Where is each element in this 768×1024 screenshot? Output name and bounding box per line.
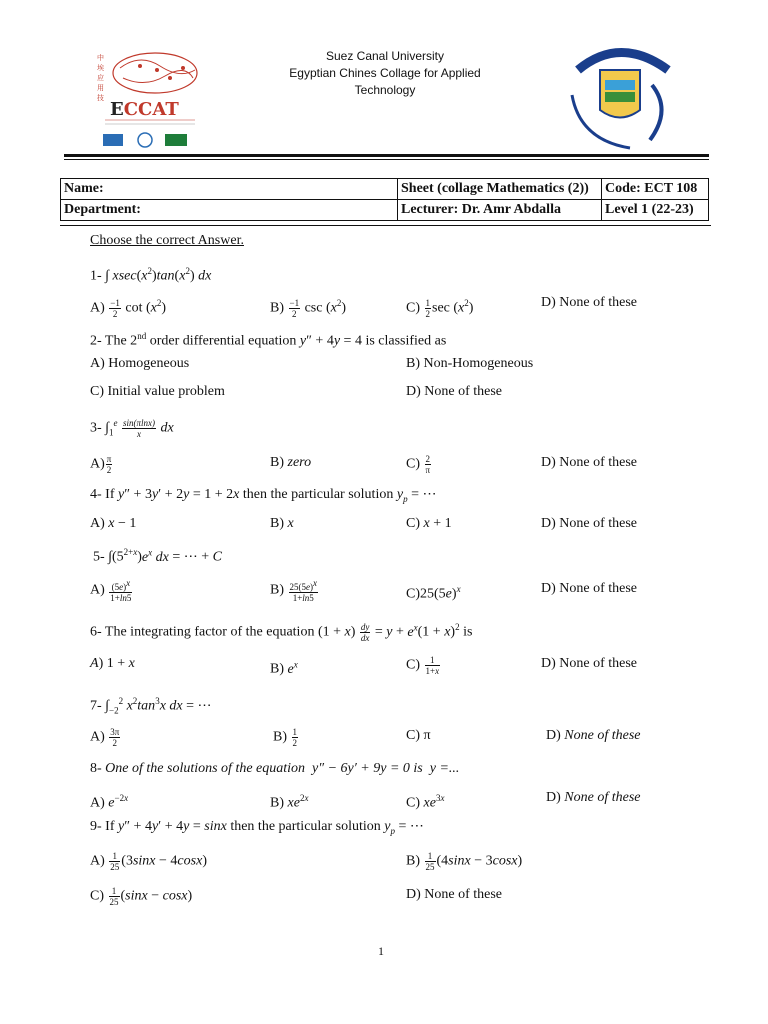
university-name: Suez Canal University bbox=[325, 49, 445, 63]
q1-option-c: C) $\frac{1}{2}$ $\sec (x^2)$ bbox=[406, 297, 474, 319]
svg-text:用: 用 bbox=[97, 84, 104, 92]
q6-option-b: B) $e^x$ bbox=[270, 659, 298, 677]
q1-option-a: A) $\frac{-1}{2}$ $\cot (x^2)$ bbox=[90, 297, 167, 319]
q4-option-b: B) x bbox=[270, 516, 294, 531]
q4-option-a: A) x − 1 bbox=[90, 516, 137, 531]
lecturer-name: Lecturer: Dr. Amr Abdalla bbox=[398, 200, 602, 221]
question-4: 4- If y″ + 3y′ + 2y = 1 + 2x then the particular solution $y_p$ = ⋯ bbox=[90, 487, 437, 504]
q7-option-d: D) None of these bbox=[546, 728, 641, 743]
question-6: 6- The integrating factor of the equation (1 + x) $\frac{dy}{dx}$ = $y + e^x(1 + x)^2$ is bbox=[90, 621, 473, 643]
q3-option-b: B) zero bbox=[270, 455, 312, 470]
q6-option-a: A) 1 + x bbox=[90, 656, 135, 671]
q4-option-c: C) x + 1 bbox=[406, 516, 452, 531]
q5-option-a: A) $\frac{(5e)^x}{1+\ln 5}$ bbox=[90, 578, 132, 603]
q7-option-b: B) $\frac{1}{2}$ bbox=[273, 727, 297, 748]
header-rule-thin bbox=[64, 159, 709, 160]
q5-option-b: B) $\frac{25(5e)^x}{1+\ln 5}$ bbox=[270, 578, 317, 603]
university-header bbox=[240, 48, 530, 99]
q6-option-d: D) None of these bbox=[541, 656, 638, 671]
question-5: 5- $\int(5^{2+x})e^x$ dx = ⋯ + C bbox=[93, 547, 222, 565]
q3-option-a: A) $\frac{\pi}{2}$ bbox=[90, 454, 112, 475]
q9-option-d: D) None of these bbox=[406, 887, 503, 902]
q5-option-c: $C)25(5e)^x$ bbox=[406, 584, 461, 602]
suez-canal-university-logo bbox=[560, 40, 680, 152]
sheet-title: Sheet (collage Mathematics (2)) bbox=[398, 179, 602, 200]
instruction-text: Choose the correct Answer. bbox=[90, 233, 244, 248]
question-2: 2- The 2nd order differential equation y″ + 4y = 4 is classified as bbox=[90, 331, 447, 349]
student-info-table bbox=[60, 178, 709, 221]
question-1: 1- ∫ $xsec(x^2)\tan(x^2)$ dx bbox=[90, 266, 212, 284]
q1-option-d: D) None of these bbox=[541, 295, 638, 310]
level-label: Level 1 (22-23) bbox=[602, 200, 709, 221]
q9-option-a: A) $\frac{1}{25}$ (3sinx − 4cosx) bbox=[90, 851, 207, 872]
q8-option-c: C) $xe^{3x}$ bbox=[406, 793, 445, 811]
q8-option-b: B) $xe^{2x}$ bbox=[270, 793, 309, 811]
college-name-line2: Technology bbox=[354, 83, 416, 97]
q9-option-b: B) $\frac{1}{25}$ (4sinx − 3cosx) bbox=[406, 851, 523, 872]
department-label: Department: bbox=[61, 200, 398, 221]
question-7: 7- $\int_{-2}^2$ $x^2\tan^3x$ dx = ⋯ bbox=[90, 696, 212, 716]
eccat-logo bbox=[95, 48, 205, 153]
question-9: 9- If y″ + 4y′ + 4y = sinx then the particular solution $y_p$ = ⋯ bbox=[90, 819, 424, 836]
svg-text:应: 应 bbox=[97, 74, 104, 82]
q7-option-a: A) $\frac{3\pi}{2}$ bbox=[90, 727, 120, 748]
q1-option-b: B) $\frac{-1}{2}$ $\csc (x^2)$ bbox=[270, 297, 347, 319]
q7-option-c: C) π bbox=[406, 728, 431, 743]
q8-option-a: A) $e^{-2x}$ bbox=[90, 793, 129, 811]
name-label: Name: bbox=[61, 179, 398, 200]
q2-option-b: B) Non-Homogeneous bbox=[406, 356, 534, 371]
q3-option-d: D) None of these bbox=[541, 455, 638, 470]
q2-option-d: D) None of these bbox=[406, 384, 503, 399]
header-rule-thick bbox=[64, 154, 709, 157]
svg-text:ECCAT: ECCAT bbox=[110, 99, 179, 120]
q4-option-d: D) None of these bbox=[541, 516, 638, 531]
q5-option-d: D) None of these bbox=[541, 581, 638, 596]
question-8: 8- One of the solutions of the equation y″ − 6y′ + 9y = 0 is y =... bbox=[90, 761, 460, 776]
svg-text:埃: 埃 bbox=[97, 64, 104, 72]
svg-text:中: 中 bbox=[97, 54, 104, 62]
q8-option-d: D) None of these bbox=[546, 790, 641, 805]
q3-option-c: C) $\frac{2}{\pi}$ bbox=[406, 454, 431, 475]
q2-option-c: C) Initial value problem bbox=[90, 384, 225, 399]
q9-option-c: C) $\frac{1}{25}$ (sinx − cosx) bbox=[90, 886, 193, 907]
college-name-line1: Egyptian Chines Collage for Applied bbox=[289, 66, 481, 80]
question-3: 3- $\int_1^e$ $\frac{\sin(\pi\ln x)}{x}$ dx bbox=[90, 417, 174, 439]
course-code: Code: ECT 108 bbox=[602, 179, 709, 200]
svg-text:技: 技 bbox=[97, 94, 104, 102]
q6-option-c: C) $\frac{1}{1+x}$ bbox=[406, 655, 440, 676]
table-bottom-double-rule bbox=[60, 225, 711, 226]
page-number: 1 bbox=[378, 944, 384, 958]
q2-option-a: A) Homogeneous bbox=[90, 356, 190, 371]
